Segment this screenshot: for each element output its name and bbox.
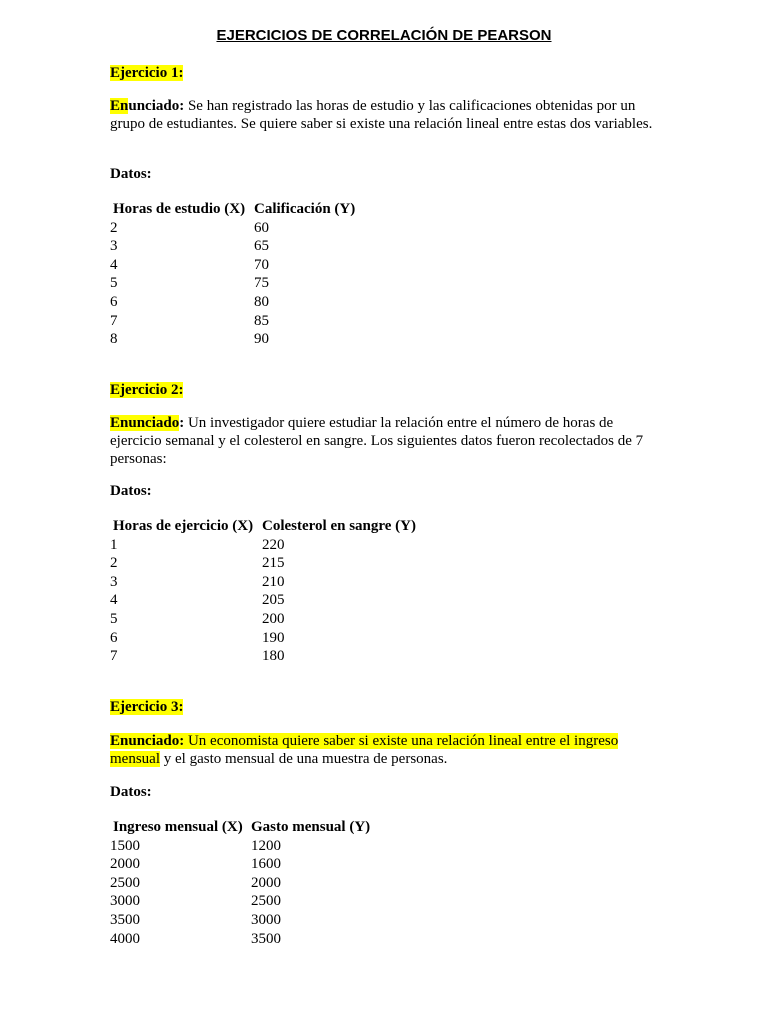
column-header-x: Horas de estudio (X) bbox=[113, 201, 246, 217]
table-row bbox=[110, 256, 355, 275]
table-header-row bbox=[110, 200, 355, 219]
table-header-row bbox=[110, 818, 370, 837]
table-row bbox=[110, 647, 416, 666]
exercise-1-heading: Ejercicio 1: bbox=[110, 65, 184, 81]
cell-x: 5 bbox=[110, 610, 118, 627]
table-row bbox=[110, 629, 416, 648]
cell-x: 1500 bbox=[110, 837, 140, 854]
column-header-y: Gasto mensual (Y) bbox=[251, 819, 371, 835]
cell-y: 85 bbox=[254, 312, 269, 329]
table-row bbox=[110, 554, 416, 573]
cell-y: 1200 bbox=[251, 837, 281, 854]
table-row bbox=[110, 293, 355, 312]
cell-y: 215 bbox=[262, 555, 285, 572]
cell-y: 2000 bbox=[251, 874, 281, 891]
table-row bbox=[110, 330, 355, 349]
cell-x: 7 bbox=[110, 648, 118, 665]
cell-x: 4000 bbox=[110, 930, 140, 947]
table-row bbox=[110, 837, 370, 856]
cell-y: 200 bbox=[262, 610, 285, 627]
cell-y: 3000 bbox=[251, 911, 281, 928]
table-row bbox=[110, 930, 370, 949]
cell-y: 210 bbox=[262, 573, 285, 590]
cell-x: 8 bbox=[110, 331, 118, 348]
exercise-1-table bbox=[110, 200, 355, 349]
cell-x: 2 bbox=[110, 219, 118, 236]
table-body bbox=[110, 219, 355, 349]
table-row bbox=[110, 911, 370, 930]
exercise-1-statement: Enunciado: Se han registrado las horas de estudio y las calificaciones obtenidas por un grupo de estudiantes. Se quiere saber si existe una relación lineal entre estas dos variables. bbox=[110, 98, 653, 132]
cell-x: 2000 bbox=[110, 856, 140, 873]
cell-y: 60 bbox=[254, 219, 269, 236]
table-row bbox=[110, 573, 416, 592]
column-header-x: Horas de ejercicio (X) bbox=[113, 518, 254, 534]
table-row bbox=[110, 536, 416, 555]
column-header-y: Calificación (Y) bbox=[254, 201, 356, 217]
cell-y: 90 bbox=[254, 331, 269, 348]
cell-y: 190 bbox=[262, 629, 285, 646]
exercise-2-statement: Enunciado: Un investigador quiere estudiar la relación entre el número de horas de ejercicio semanal y el colesterol en sangre. Los siguientes datos fueron recolectados de 7 personas: bbox=[110, 415, 644, 467]
table-row bbox=[110, 610, 416, 629]
cell-x: 3 bbox=[110, 573, 118, 590]
table-body bbox=[110, 837, 370, 949]
column-header-x: Ingreso mensual (X) bbox=[113, 819, 243, 835]
table-header-row bbox=[110, 517, 416, 536]
exercise-3-datos-label: Datos: bbox=[110, 784, 152, 800]
exercise-2-heading: Ejercicio 2: bbox=[110, 382, 184, 398]
cell-y: 220 bbox=[262, 536, 285, 553]
table-row bbox=[110, 855, 370, 874]
document-title: EJERCICIOS DE CORRELACIÓN DE PEARSON bbox=[216, 27, 552, 44]
table-body bbox=[110, 536, 416, 666]
cell-x: 6 bbox=[110, 293, 118, 310]
exercise-3-statement: Enunciado: Un economista quiere saber si existe una relación lineal entre el ingreso mensual y el gasto mensual de una muestra de personas. bbox=[110, 733, 619, 767]
exercise-1-datos-label: Datos: bbox=[110, 166, 152, 182]
cell-y: 2500 bbox=[251, 893, 281, 910]
cell-x: 5 bbox=[110, 275, 118, 292]
table-row bbox=[110, 219, 355, 238]
cell-y: 65 bbox=[254, 238, 269, 255]
table-row bbox=[110, 274, 355, 293]
cell-x: 2500 bbox=[110, 874, 140, 891]
exercise-3-heading: Ejercicio 3: bbox=[110, 699, 184, 715]
column-header-y: Colesterol en sangre (Y) bbox=[262, 518, 416, 534]
table-row bbox=[110, 892, 370, 911]
cell-x: 4 bbox=[110, 592, 118, 609]
cell-x: 3000 bbox=[110, 893, 140, 910]
table-row bbox=[110, 874, 370, 893]
exercise-3-table bbox=[110, 818, 370, 948]
cell-y: 3500 bbox=[251, 930, 281, 947]
cell-x: 3500 bbox=[110, 911, 140, 928]
cell-y: 75 bbox=[254, 275, 269, 292]
cell-y: 180 bbox=[262, 648, 285, 665]
cell-x: 6 bbox=[110, 629, 118, 646]
cell-y: 205 bbox=[262, 592, 285, 609]
exercise-2-table bbox=[110, 517, 416, 666]
cell-x: 7 bbox=[110, 312, 118, 329]
cell-x: 1 bbox=[110, 536, 118, 553]
table-row bbox=[110, 237, 355, 256]
cell-y: 1600 bbox=[251, 856, 281, 873]
table-row bbox=[110, 312, 355, 331]
cell-y: 80 bbox=[254, 293, 269, 310]
cell-x: 4 bbox=[110, 256, 118, 273]
cell-x: 2 bbox=[110, 555, 118, 572]
cell-x: 3 bbox=[110, 238, 118, 255]
table-row bbox=[110, 591, 416, 610]
cell-y: 70 bbox=[254, 256, 269, 273]
exercise-2-datos-label: Datos: bbox=[110, 483, 152, 499]
